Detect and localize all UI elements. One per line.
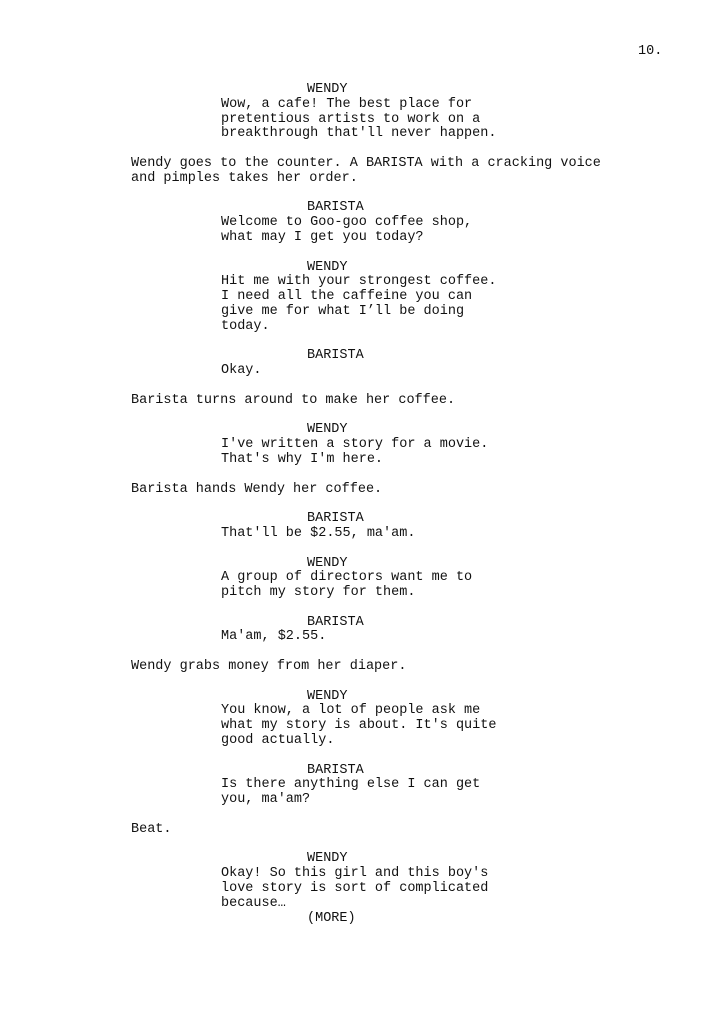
script-dialogue: Wow, a cafe! The best place for pretentious artists to work on a breakthrough that'll never happen. (221, 96, 497, 142)
script-action: Wendy goes to the counter. A BARISTA with a cracking voice and pimples takes her order. (131, 155, 601, 186)
script-dialogue: Ma'am, $2.55. (221, 629, 327, 645)
script-character: WENDY (307, 259, 348, 275)
script-character: WENDY (307, 688, 348, 704)
script-body (0, 83, 724, 926)
script-dialogue: You know, a lot of people ask me what my story is about. It's quite good actually. (221, 703, 497, 749)
script-dialogue: Hit me with your strongest coffee. I need all the caffeine you can give me for what I’ll be doing today. (221, 274, 497, 334)
script-character: BARISTA (307, 762, 364, 778)
script-dialogue: Is there anything else I can get you, ma'am? (221, 777, 481, 808)
script-dialogue: That'll be $2.55, ma'am. (221, 525, 416, 541)
script-dialogue: A group of directors want me to pitch my story for them. (221, 570, 473, 601)
page-number: 10. (638, 44, 663, 59)
script-character: BARISTA (307, 511, 364, 527)
script-action: Barista hands Wendy her coffee. (131, 481, 383, 497)
script-action: Beat. (131, 821, 172, 837)
script-character: BARISTA (307, 614, 364, 630)
script-character: BARISTA (307, 200, 364, 216)
script-action: Wendy grabs money from her diaper. (131, 659, 407, 675)
script-character: WENDY (307, 82, 348, 97)
script-more: (MORE) (307, 910, 356, 926)
script-dialogue: Welcome to Goo-goo coffee shop, what may I get you today? (221, 215, 473, 245)
script-character: WENDY (307, 851, 348, 867)
script-character: WENDY (307, 422, 348, 438)
script-dialogue: I've written a story for a movie. That's why I'm here. (221, 437, 489, 467)
script-character: WENDY (307, 555, 348, 571)
script-action: Barista turns around to make her coffee. (131, 392, 456, 408)
script-dialogue: Okay. (221, 363, 262, 379)
script-character: BARISTA (307, 348, 364, 364)
script-dialogue: Okay! So this girl and this boy's love story is sort of complicated because… (221, 866, 489, 911)
